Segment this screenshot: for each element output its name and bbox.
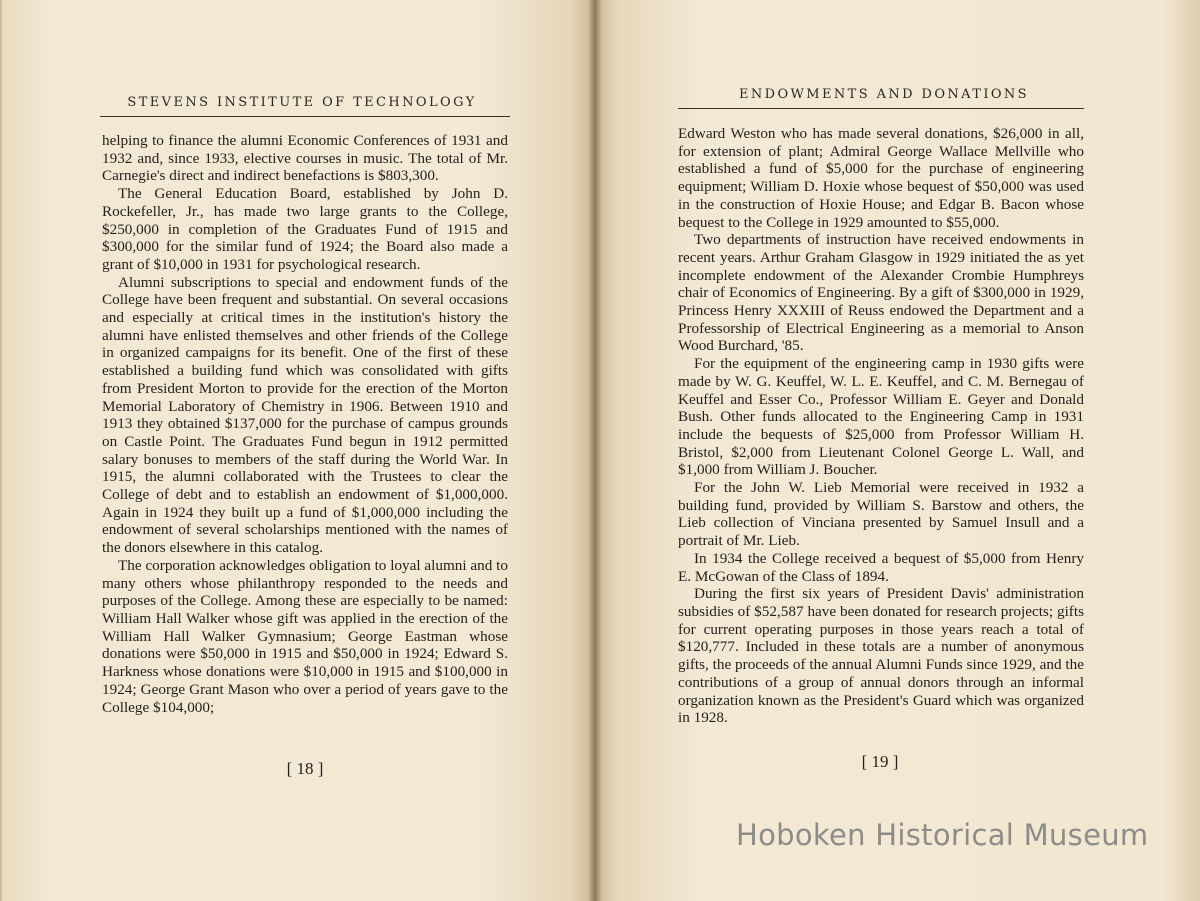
right-paragraph-2: Two departments of instruction have received endowments in recent years. Arthur Graham Glasgow in 1929 initiated the as yet incomplete endowment of the Alexander Crombie Humphreys chair of Economics of Engineering. By a gift of $300,000 in 1929, Princess Henry XXXIII of Reuss endowed the Department and a Professorship of Electrical Engineering as a memorial to Anson Wood Burchard, '85.	[678, 231, 1084, 355]
left-paragraph-4: The corporation acknowledges obligation to loyal alumni and to many others whose philanthropy responded to the needs and purposes of the College. Among these are especially to be named: William Hall Walker whose gift was applied in the erection of the William Hall Walker Gymnasium; George Eastman whose donations were $50,000 in 1915 and $50,000 in 1924; Edward S. Harkness whose donations were $10,000 in 1915 and $100,000 in 1924; George Grant Mason who over a period of years gave to the College $104,000;	[102, 556, 508, 716]
book-gutter	[588, 0, 602, 901]
right-paragraph-3: For the equipment of the engineering camp in 1930 gifts were made by W. G. Keuffel, W. L. E. Keuffel, and C. M. Bernegau of Keuffel and Esser Co., Professor William E. Geyer and Donald Bush. Other funds allocated to the Engineering Camp in 1931 include the bequests of $25,000 from Professor William H. Bristol, $2,000 from Lieutenant Colonel George L. Wall, and $1,000 from William J. Boucher.	[678, 355, 1084, 479]
left-paragraph-1: helping to finance the alumni Economic Conferences of 1931 and 1932 and, since 1933, elective courses in music. The total of Mr. Carnegie's direct and indirect benefactions is $803,300.	[102, 132, 508, 185]
left-page	[0, 0, 594, 901]
running-head-left: STEVENS INSTITUTE OF TECHNOLOGY	[127, 95, 477, 110]
left-paragraph-3: Alumni subscriptions to special and endowment funds of the College have been frequent and substantial. On several occasions and especially at critical times in the institution's history the alumni have enlisted themselves and other friends of the College in organized campaigns for its benefit. One of the first of these established a building fund which was consolidated with gifts from President Morton to provide for the erection of the Morton Memorial Laboratory of Chemistry in 1906. Between 1910 and 1913 they obtained $137,000 for the purchase of campus grounds on Castle Point. The Graduates Fund begun in 1912 permitted salary bonuses to members of the staff during the World War. In 1915, the alumni collaborated with the Trustees to clear the College of debt and to establish an endowment of $1,000,000. Again in 1924 they built up a fund of $1,000,000 including the endowment of several scholarships mentioned with the names of the donors elsewhere in this catalog.	[102, 273, 508, 557]
right-paragraph-6: During the first six years of President Davis' administration subsidies of $52,587 have been donated for research projects; gifts for current operating purposes in those years reach a total of $120,777. Included in these totals are a number of anonymous gifts, the proceeds of the annual Alumni Funds since 1929, and the contributions of a group of annual donors through an informal organization known as the President's Guard which was organized in 1928.	[678, 585, 1084, 727]
running-head-right: ENDOWMENTS AND DONATIONS	[739, 87, 1029, 102]
right-paragraph-5: In 1934 the College received a bequest of $5,000 from Henry E. McGowan of the Class of 1894.	[678, 549, 1084, 585]
page-number-left: [ 18 ]	[286, 759, 324, 778]
header-rule-right	[678, 108, 1084, 109]
museum-watermark: Hoboken Historical Museum	[736, 818, 1149, 852]
header-rule-left	[100, 116, 510, 117]
right-paragraph-1: Edward Weston who has made several donations, $26,000 in all, for extension of plant; Admiral George Wallace Mellville who established a fund of $5,000 for the purchase of engineering equipment; William D. Hoxie whose bequest of $50,000 was used in the construction of Hoxie House; and Edgar B. Bacon whose bequest to the College in 1929 amounted to $55,000.	[678, 125, 1084, 231]
right-paragraph-4: For the John W. Lieb Memorial were received in 1932 a building fund, provided by William S. Barstow and others, the Lieb collection of Vinciana presented by Samuel Insull and a portrait of Mr. Lieb.	[678, 479, 1084, 550]
left-paragraph-2: The General Education Board, established by John D. Rockefeller, Jr., has made two large grants to the College, $250,000 in completion of the Graduates Fund of 1915 and $300,000 for the similar fund of 1924; the Board also made a grant of $10,000 in 1931 for psychological research.	[102, 185, 508, 273]
left-body-text	[102, 132, 508, 716]
right-page	[594, 0, 1200, 901]
page-number-right: [ 19 ]	[861, 752, 899, 771]
right-body-text	[678, 125, 1084, 727]
